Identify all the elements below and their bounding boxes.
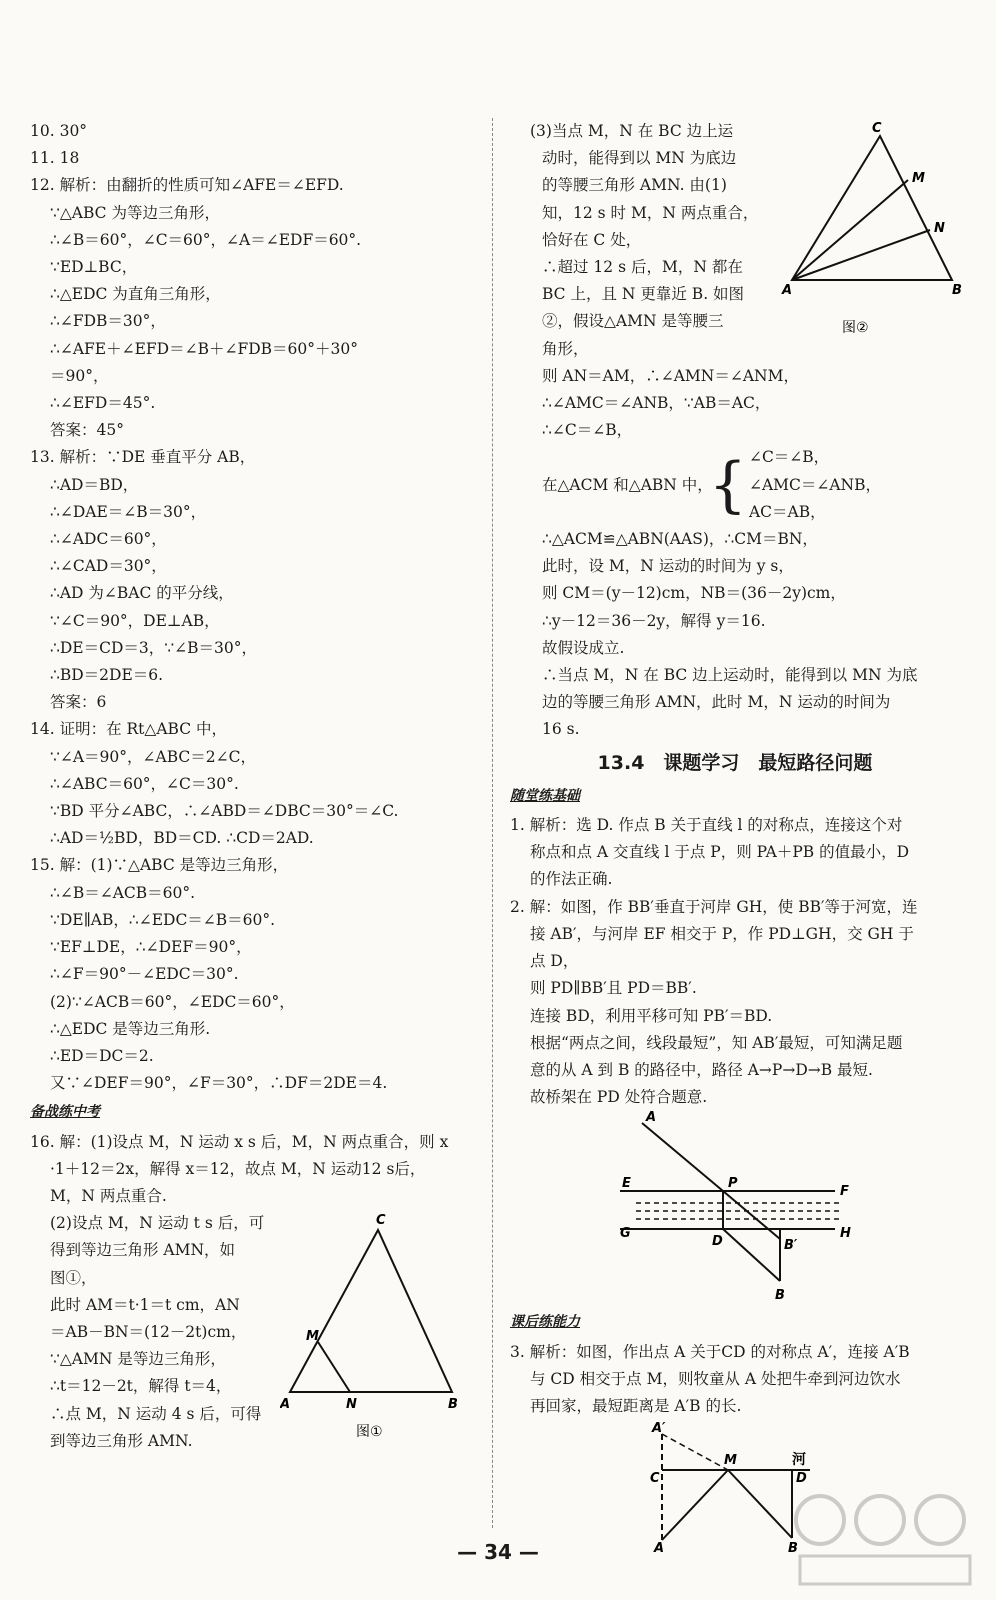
answer-11: 11. 18 xyxy=(30,149,80,168)
answer-16-line: ∴△ACM≌△ABN(AAS)，∴CM＝BN， xyxy=(542,530,818,549)
svg-text:D: D xyxy=(712,1234,723,1250)
answer-15-line: (2)∵∠ACB＝60°，∠EDC＝60°， xyxy=(50,992,295,1011)
answer-13-result: 答案：6 xyxy=(50,693,107,712)
bridge-diagram xyxy=(510,1111,960,1307)
answer-16-line: ∴点 M，N 运动 4 s 后，可得 xyxy=(50,1404,262,1423)
answer-14-line: ∵∠A＝90°，∠ABC＝2∠C， xyxy=(50,747,256,766)
answer-14-line: ∵BD 平分∠ABC，∴∠ABD＝∠DBC＝30°＝∠C. xyxy=(50,802,399,821)
answer-2-line: 2. 解：如图，作 BB′垂直于河岸 GH，使 BB′等于河宽，连 xyxy=(510,897,918,916)
answer-16-line: 则 CM＝(y－12)cm，NB＝(36－2y)cm， xyxy=(542,584,846,603)
answer-13-line: ∴DE＝CD＝3，∵∠B＝30°， xyxy=(50,638,257,657)
answer-16-line: 图①， xyxy=(50,1268,97,1287)
answer-16-part3 xyxy=(510,118,960,363)
system-prefix: 在△ACM 和△ABN 中， xyxy=(542,475,713,494)
svg-text:C: C xyxy=(650,1471,660,1487)
answer-14-line: 14. 证明：在 Rt△ABC 中， xyxy=(30,720,227,739)
answer-1-line: 称点和点 A 交直线 l 于点 P，则 PA＋PB 的值最小，D xyxy=(530,843,910,862)
answer-16-line: 16. 解：(1)设点 M，N 运动 x s 后，M，N 两点重合，则 x xyxy=(30,1132,449,1151)
answer-16-line: 16 s. xyxy=(542,720,580,739)
answer-16-line: 恰好在 C 处， xyxy=(542,230,642,249)
answer-12-line: ∵△ABC 为等边三角形， xyxy=(50,203,220,222)
answer-16-line: ∴y－12＝36－2y，解得 y＝16. xyxy=(542,611,766,630)
system-line: AC＝AB， xyxy=(748,502,826,521)
answer-16-block xyxy=(30,1210,470,1455)
svg-text:G: G xyxy=(620,1226,631,1242)
answer-10: 10. 30° xyxy=(30,122,88,140)
answer-1-line: 的作法正确. xyxy=(530,870,613,889)
svg-text:M: M xyxy=(912,171,925,186)
answer-16-line: 到等边三角形 AMN. xyxy=(50,1431,193,1450)
answer-3-line: 与 CD 相交于点 M，则牧童从 A 处把牛牵到河边饮水 xyxy=(530,1369,901,1388)
answer-2-line: 接 AB′，与河岸 EF 相交于 P，作 PD⊥GH，交 GH 于 xyxy=(530,924,914,943)
answer-16-line: 得到等边三角形 AMN，如 xyxy=(50,1241,236,1260)
answer-12-line: ＝90°， xyxy=(50,366,109,385)
left-column xyxy=(30,118,470,1455)
column-divider xyxy=(492,118,494,1528)
answer-13-line: ∴AD 为∠BAC 的平分线， xyxy=(50,584,234,603)
system-lines xyxy=(749,444,881,526)
svg-text:B: B xyxy=(775,1288,785,1304)
answer-2-line: 则 PD∥BB′且 PD＝BB′. xyxy=(530,979,697,998)
svg-text:N: N xyxy=(934,221,945,236)
answer-14-line: ∴AD＝½BD，BD＝CD. ∴CD＝2AD. xyxy=(50,829,314,848)
right-column xyxy=(510,118,960,1555)
svg-text:D: D xyxy=(796,1471,807,1487)
answer-14-line: ∴∠ABC＝60°，∠C＝30°. xyxy=(50,774,239,793)
answer-16-line: (2)设点 M，N 运动 t s 后，可 xyxy=(50,1214,265,1233)
answer-16-line: ＝AB－BN＝(12－2t)cm， xyxy=(50,1322,247,1341)
answer-3-line: 3. 解析：如图，作出点 A 关于CD 的对称点 A′，连接 A′B xyxy=(510,1342,910,1361)
answer-16-line: BC 上，且 N 更靠近 B. 如图 xyxy=(542,285,745,304)
answer-3-line: 再回家，最短距离是 A′B 的长. xyxy=(530,1396,742,1415)
answer-16-line: ∴∠C＝∠B， xyxy=(542,421,633,440)
svg-text:N: N xyxy=(346,1397,357,1413)
answer-15-line: 又∵∠DEF＝90°，∠F＝30°，∴DF＝2DE＝4. xyxy=(50,1074,388,1093)
svg-text:M: M xyxy=(724,1453,737,1469)
answer-16-line: 此时，设 M，N 运动的时间为 y s， xyxy=(542,557,794,576)
answer-16-line: 则 AN＝AM，∴∠AMN＝∠ANM， xyxy=(542,366,799,385)
answer-16-line: 知，12 s 时 M，N 两点重合， xyxy=(542,203,759,222)
svg-text:H: H xyxy=(840,1226,851,1242)
figure-2-triangle xyxy=(780,118,970,368)
answer-12-line: ∴∠FDB＝30°， xyxy=(50,312,166,331)
answer-16-line: ∴t＝12－2t，解得 t＝4， xyxy=(50,1377,232,1396)
watermark-logo xyxy=(790,1490,980,1590)
answer-16-line: ∴∠AMC＝∠ANB，∵AB＝AC， xyxy=(542,394,771,413)
answer-13-line: ∴∠DAE＝∠B＝30°， xyxy=(50,502,207,521)
svg-text:F: F xyxy=(840,1184,849,1200)
answer-16-line: M，N 两点重合. xyxy=(50,1186,167,1205)
svg-text:M: M xyxy=(306,1329,319,1345)
answer-13-line: 13. 解析：∵DE 垂直平分 AB， xyxy=(30,448,256,467)
answer-15-line: ∵DE∥AB，∴∠EDC＝∠B＝60°. xyxy=(50,910,276,929)
answer-16-line: ·1＋12＝2x，解得 x＝12，故点 M，N 运动12 s后， xyxy=(50,1159,426,1178)
answer-16-line: 角形， xyxy=(542,339,589,358)
figure-1-triangle xyxy=(280,1210,470,1450)
svg-text:B′: B′ xyxy=(784,1238,798,1254)
svg-text:C: C xyxy=(376,1213,386,1229)
answer-16-line: ∵△AMN 是等边三角形， xyxy=(50,1350,226,1369)
answer-15-line: ∴△EDC 是等边三角形. xyxy=(50,1019,211,1038)
answer-12-line: 12. 解析：由翻折的性质可知∠AFE＝∠EFD. xyxy=(30,176,344,195)
answer-12-line: ∴△EDC 为直角三角形， xyxy=(50,285,221,304)
answer-16-line: 边的等腰三角形 AMN，此时 M，N 运动的时间为 xyxy=(542,693,891,712)
answer-15-line: ∴∠B＝∠ACB＝60°. xyxy=(50,883,196,902)
answer-2-line: 故桥架在 PD 处符合题意. xyxy=(530,1088,708,1107)
answer-12-line: ∵ED⊥BC， xyxy=(50,258,138,277)
answer-15-line: ∴ED＝DC＝2. xyxy=(50,1046,154,1065)
answer-1-line: 1. 解析：选 D. 作点 B 关于直线 l 的对称点，连接这个对 xyxy=(510,816,903,835)
answer-2-line: 点 D， xyxy=(530,952,579,971)
answer-12-line: ∴∠EFD＝45°. xyxy=(50,394,156,413)
figure-1-caption: 图① xyxy=(356,1424,383,1441)
system-brace: { xyxy=(708,450,747,521)
congruence-system xyxy=(510,444,960,526)
svg-text:B: B xyxy=(448,1397,458,1413)
answer-15-line: 15. 解：(1)∵△ABC 是等边三角形， xyxy=(30,856,289,875)
section-heading-ability: 课后练能力 xyxy=(510,1314,580,1331)
answer-16-line: ②，假设△AMN 是等腰三 xyxy=(542,312,724,331)
svg-text:A′: A′ xyxy=(652,1421,666,1437)
answer-2-line: 根据“两点之间，线段最短”，知 AB′最短，可知满足题 xyxy=(530,1033,903,1052)
svg-text:P: P xyxy=(728,1176,738,1192)
section-title: 13.4 课题学习 最短路径问题 xyxy=(597,751,873,774)
system-line: ∠AMC＝∠ANB， xyxy=(748,475,881,494)
svg-text:A: A xyxy=(782,283,793,298)
answer-16-line: 故假设成立. xyxy=(542,638,625,657)
answer-16-line: (3)当点 M，N 在 BC 边上运 xyxy=(530,122,734,140)
answer-16-line: ∴超过 12 s 后，M，N 都在 xyxy=(542,258,743,277)
answer-2-line: 连接 BD，利用平移可知 PB′＝BD. xyxy=(530,1006,773,1025)
answer-12-line: ∴∠AFE＋∠EFD＝∠B＋∠FDB＝60°＋30° xyxy=(50,339,358,358)
system-line: ∠C＝∠B， xyxy=(748,448,830,467)
answer-13-line: ∴∠ADC＝60°， xyxy=(50,530,167,549)
answer-16-line: 此时 AM＝t·1＝t cm，AN xyxy=(50,1295,240,1314)
answer-13-line: ∴BD＝2DE＝6. xyxy=(50,666,164,685)
answer-2-line: 意的从 A 到 B 的路径中，路径 A→P→D→B 最短. xyxy=(530,1060,873,1079)
svg-text:E: E xyxy=(622,1176,631,1192)
answer-13-line: ∴AD＝BD， xyxy=(50,475,139,494)
page-number: — 34 — xyxy=(457,1540,539,1564)
svg-text:河: 河 xyxy=(792,1452,806,1469)
answer-16-line: 动时，能得到以 MN 为底边 xyxy=(542,149,737,168)
svg-text:C: C xyxy=(872,121,882,136)
figure-2-caption: 图② xyxy=(842,320,869,336)
svg-text:A: A xyxy=(280,1397,291,1413)
svg-text:A: A xyxy=(654,1541,665,1556)
svg-text:A: A xyxy=(646,1111,657,1126)
answer-12-line: ∴∠B＝60°，∠C＝60°，∠A＝∠EDF＝60°. xyxy=(50,230,362,249)
answer-13-line: ∴∠CAD＝30°， xyxy=(50,557,167,576)
svg-text:B: B xyxy=(788,1541,798,1556)
section-heading-basic: 随堂练基础 xyxy=(510,787,580,804)
answer-16-line: ∴当点 M，N 在 BC 边上运动时，能得到以 MN 为底 xyxy=(542,666,918,685)
svg-text:B: B xyxy=(952,283,962,298)
answer-12-result: 答案：45° xyxy=(50,421,124,440)
answer-13-line: ∵∠C＝90°，DE⊥AB， xyxy=(50,611,220,630)
answer-15-line: ∴∠F＝90°－∠EDC＝30°. xyxy=(50,965,239,984)
answer-15-line: ∵EF⊥DE，∴∠DEF＝90°， xyxy=(50,938,252,957)
answer-16-line: 的等腰三角形 AMN. 由(1) xyxy=(542,176,727,195)
section-heading-exam: 备战练中考 xyxy=(30,1104,100,1121)
